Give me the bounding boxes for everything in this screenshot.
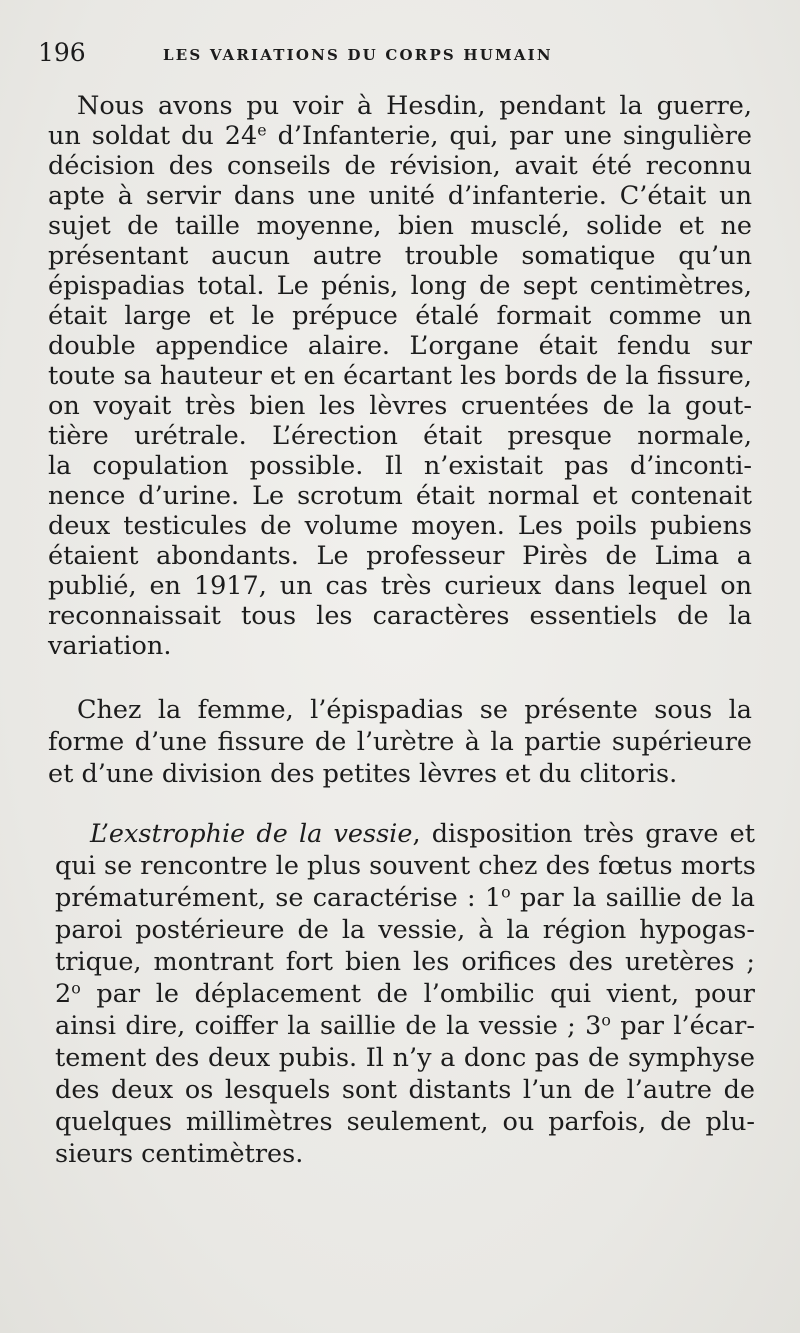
page-number: 196: [38, 38, 86, 67]
text-line: étaient abondants. Le professeur Pirès de Lima a: [48, 541, 752, 571]
text-line: présentant aucun autre trouble somatique qu’un: [48, 241, 752, 271]
text-line: double appendice alaire. L’organe était fendu sur: [48, 331, 752, 361]
text-line: prématurément, se caractérise : 1$^o$ par la saillie de la: [55, 882, 755, 913]
text-line: tière urétrale. L’érection était presque normale,: [48, 421, 752, 451]
text-line: était large et le prépuce étalé formait comme un: [48, 301, 752, 331]
text-line: on voyait très bien les lèvres cruentées de la gout-: [48, 391, 752, 421]
text-line: sujet de taille moyenne, bien musclé, solide et ne: [48, 211, 752, 241]
page-header: [38, 38, 758, 78]
text-line: publié, en 1917, un cas très curieux dans lequel on: [48, 571, 752, 601]
text-line: apte à servir dans une unité d’infanterie. C’était un: [48, 181, 752, 211]
text-line: Nous avons pu voir à Hesdin, pendant la guerre,: [77, 91, 752, 121]
text-line: des deux os lesquels sont distants l’un de l’autre de: [55, 1075, 755, 1105]
text-line: quelques millimètres seulement, ou parfois, de plu-: [55, 1107, 755, 1137]
text-line: forme d’une fissure de l’urètre à la partie supérieure: [48, 727, 752, 757]
text-line: L’exstrophie de la vessie, disposition très grave et: [90, 819, 755, 849]
text-line: paroi postérieure de la vessie, à la région hypogas-: [55, 915, 755, 945]
text-line: sieurs centimètres.: [55, 1139, 304, 1169]
text-line: Chez la femme, l’épispadias se présente sous la: [77, 695, 752, 725]
text-line: et d’une division des petites lèvres et du clitoris.: [48, 759, 678, 789]
text-line: toute sa hauteur et en écartant les bords de la fissure,: [48, 361, 752, 391]
text-line: nence d’urine. Le scrotum était normal et contenait: [48, 481, 752, 511]
text-line: la copulation possible. Il n’existait pas d’inconti-: [48, 451, 752, 481]
text-line: ainsi dire, coiffer la saillie de la vessie ; 3$^o$ par l’écar-: [55, 1010, 755, 1041]
text-line: deux testicules de volume moyen. Les poils pubiens: [48, 511, 752, 541]
text-line: trique, montrant fort bien les orifices des uretères ;: [55, 947, 755, 977]
text-line: décision des conseils de révision, avait été reconnu: [48, 151, 752, 181]
text-line: variation.: [48, 631, 172, 661]
text-line: un soldat du 24e d’Infanterie, qui, par une singulière: [48, 120, 752, 151]
text-line: épispadias total. Le pénis, long de sept centimètres,: [48, 271, 752, 301]
text-line: qui se rencontre le plus souvent chez des fœtus morts: [55, 851, 756, 881]
running-title: LES VARIATIONS DU CORPS HUMAIN: [163, 46, 553, 64]
text-line: reconnaissait tous les caractères essentiels de la: [48, 601, 752, 631]
text-line: 2$^o$ par le déplacement de l’ombilic qui vient, pour: [55, 978, 755, 1009]
italic-term: L’exstrophie de la vessie: [90, 819, 413, 849]
text-line: tement des deux pubis. Il n’y a donc pas de symphyse: [55, 1043, 755, 1073]
